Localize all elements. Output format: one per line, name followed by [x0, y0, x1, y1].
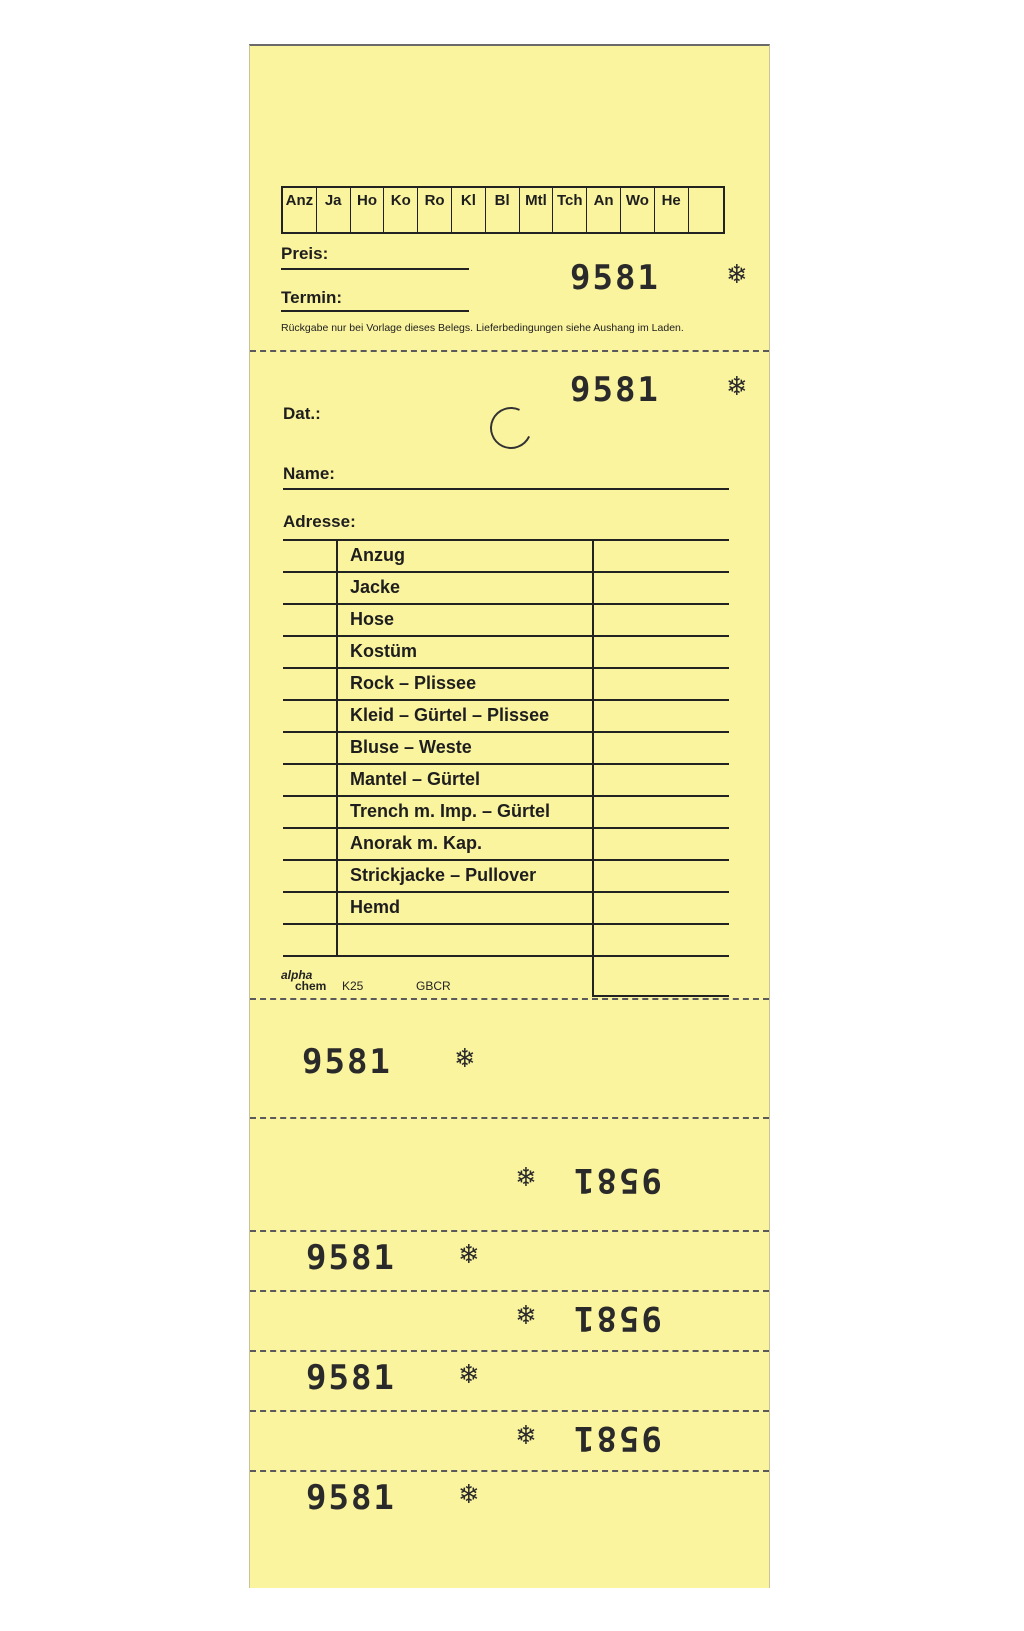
ticket-number: 9581 [570, 258, 660, 298]
snowflake-icon: ❄ [515, 1418, 537, 1448]
abbr-cell: Ja [317, 188, 351, 232]
garment-item[interactable]: Bluse – Weste [350, 737, 472, 757]
garment-item[interactable]: Hose [350, 609, 395, 629]
table-divider [336, 539, 338, 955]
perforation [250, 350, 769, 352]
snowflake-icon: ❄ [454, 1044, 476, 1074]
garment-item[interactable]: Anzug [350, 545, 405, 565]
name-label: Name: [283, 464, 335, 483]
ticket-number: 9581 [570, 370, 660, 410]
snowflake-icon: ❄ [515, 1298, 537, 1328]
brand-logo-chem: chem [295, 979, 327, 993]
price-line[interactable] [281, 268, 469, 270]
garment-item[interactable]: Strickjacke – Pullover [350, 865, 537, 885]
table-divider [592, 539, 594, 995]
abbr-cell: Kl [452, 188, 486, 232]
garment-item[interactable]: Anorak m. Kap. [350, 833, 483, 853]
name-line[interactable] [283, 488, 729, 490]
abbr-cell: An [587, 188, 621, 232]
garment-item[interactable]: Kostüm [350, 641, 417, 661]
due-date-label: Termin: [281, 288, 343, 307]
snowflake-icon: ❄ [726, 260, 748, 290]
perforation [250, 1410, 769, 1412]
tab-ticket-number: 9581 [306, 1478, 396, 1518]
garment-item[interactable]: Mantel – Gürtel [350, 769, 481, 789]
snowflake-icon: ❄ [726, 372, 748, 402]
table-line [283, 891, 729, 893]
tab-ticket-number-flipped: 9581 [572, 1418, 662, 1458]
table-line [283, 635, 729, 637]
perforation [250, 1230, 769, 1232]
perforation [250, 998, 769, 1000]
abbr-cell: Tch [553, 188, 587, 232]
tab-ticket-number: 9581 [306, 1358, 396, 1398]
table-line [283, 859, 729, 861]
perforation [250, 1350, 769, 1352]
abbr-cell: Wo [621, 188, 655, 232]
brand-logo-alpha: alpha [281, 968, 313, 982]
snowflake-icon: ❄ [458, 1480, 480, 1510]
perforation [250, 1117, 769, 1119]
abbr-cell-empty [689, 188, 723, 232]
snowflake-icon: ❄ [458, 1240, 480, 1270]
table-line [283, 571, 729, 573]
price-label: Preis: [281, 244, 329, 263]
garment-item[interactable]: Trench m. Imp. – Gürtel [350, 801, 551, 821]
garment-item[interactable]: Jacke [350, 577, 401, 597]
abbr-cell: Ho [351, 188, 385, 232]
abbr-cell: Anz [283, 188, 317, 232]
table-line [283, 923, 729, 925]
table-line [283, 731, 729, 733]
cleaning-ticket [249, 44, 770, 1588]
table-line [283, 667, 729, 669]
tab-ticket-number-flipped: 9581 [572, 1160, 662, 1200]
table-line [283, 699, 729, 701]
date-label: Dat.: [283, 404, 321, 423]
brand-suffix: GBCR [416, 979, 451, 993]
table-line [283, 827, 729, 829]
due-date-line[interactable] [281, 310, 469, 312]
table-line [592, 995, 729, 997]
tab-ticket-number-flipped: 9581 [572, 1298, 662, 1338]
perforation [250, 1470, 769, 1472]
tab-ticket-number: 9581 [306, 1238, 396, 1278]
table-line [283, 763, 729, 765]
perforation [250, 1290, 769, 1292]
tab-ticket-number: 9581 [302, 1042, 392, 1082]
brand-code: K25 [342, 979, 364, 993]
abbr-cell: Ro [418, 188, 452, 232]
snowflake-icon: ❄ [515, 1160, 537, 1190]
table-line [283, 795, 729, 797]
return-notice: Rückgabe nur bei Vorlage dieses Belegs. Lieferbedingungen siehe Aushang im Laden. [281, 322, 684, 334]
garment-item[interactable]: Kleid – Gürtel – Plissee [350, 705, 550, 725]
abbr-cell: Mtl [520, 188, 554, 232]
table-line [283, 603, 729, 605]
garment-item[interactable]: Rock – Plissee [350, 673, 477, 693]
abbr-cell: Ko [384, 188, 418, 232]
table-line [283, 539, 729, 541]
garment-abbreviation-grid [281, 186, 725, 234]
abbr-cell: He [655, 188, 689, 232]
table-line [283, 955, 729, 957]
garment-item[interactable]: Hemd [350, 897, 401, 917]
punch-hole-circle [484, 401, 538, 455]
snowflake-icon: ❄ [458, 1360, 480, 1390]
abbr-cell: Bl [486, 188, 520, 232]
address-label: Adresse: [283, 512, 356, 531]
